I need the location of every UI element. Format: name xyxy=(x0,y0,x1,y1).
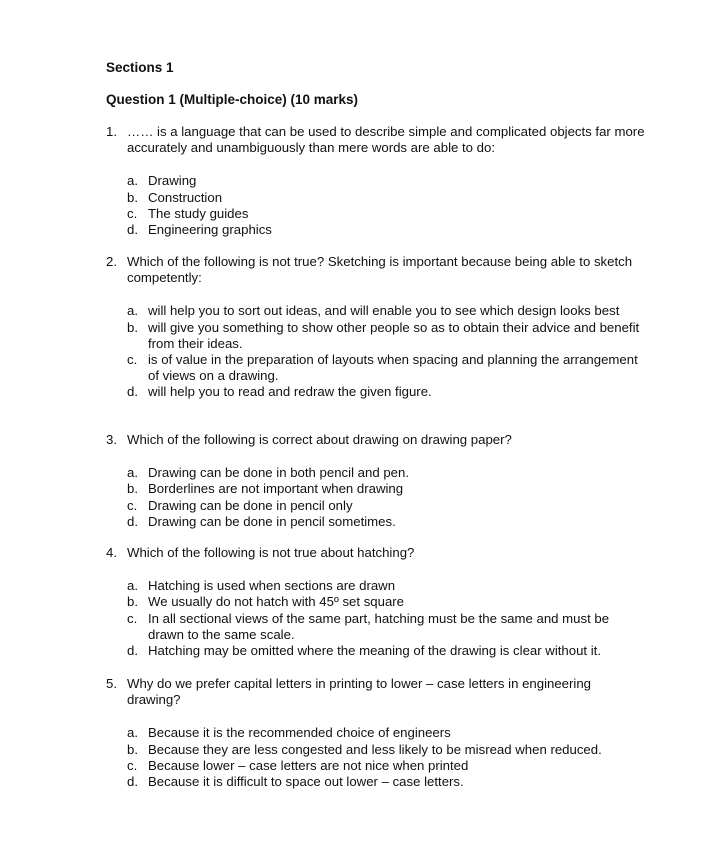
option-c xyxy=(127,758,646,774)
option-text: The study guides xyxy=(148,205,249,221)
option-text: Drawing can be done in both pencil and pen. xyxy=(148,465,410,481)
question-2 xyxy=(106,254,646,401)
question-5 xyxy=(106,676,646,790)
option-text: Because it is difficult to space out lower – case letters. xyxy=(148,774,464,790)
option-list xyxy=(106,465,646,530)
option-list xyxy=(106,725,646,790)
option-letter: a. xyxy=(127,578,138,594)
option-list xyxy=(106,303,646,400)
option-a xyxy=(127,578,646,594)
option-letter: d. xyxy=(127,222,138,238)
option-a xyxy=(127,173,646,189)
option-text: Hatching is used when sections are drawn xyxy=(148,578,396,594)
option-b xyxy=(127,742,646,758)
question-text: Which of the following is correct about drawing on drawing paper? xyxy=(127,432,512,447)
option-text: will help you to read and redraw the given figure. xyxy=(148,384,432,400)
option-list xyxy=(106,578,646,659)
option-letter: c. xyxy=(127,757,138,773)
option-c xyxy=(127,206,646,222)
option-text: Because it is the recommended choice of engineers xyxy=(148,725,451,741)
option-letter: c. xyxy=(127,610,138,626)
question-number: 2. xyxy=(106,254,117,269)
question-3 xyxy=(106,432,646,530)
option-letter: b. xyxy=(127,319,138,335)
question-number: 3. xyxy=(106,432,117,447)
option-b xyxy=(127,320,646,352)
question-text: Why do we prefer capital letters in printing to lower – case letters in engineering drawing? xyxy=(127,676,591,708)
option-d xyxy=(127,514,646,530)
option-letter: d. xyxy=(127,384,138,400)
option-d xyxy=(127,384,646,400)
question-stem xyxy=(106,432,646,448)
option-text: Hatching may be omitted where the meaning of the drawing is clear without it. xyxy=(148,643,602,659)
option-b xyxy=(127,481,646,497)
option-letter: c. xyxy=(127,352,138,368)
question-stem xyxy=(106,545,646,561)
option-d xyxy=(127,774,646,790)
question-text: …… is a language that can be used to describe simple and complicated objects far more accurately and unambiguously than mere words are able to do: xyxy=(127,124,645,156)
option-letter: d. xyxy=(127,643,138,659)
option-c xyxy=(127,611,646,643)
option-text: is of value in the preparation of layouts when spacing and planning the arrangement of views on a drawing. xyxy=(148,352,638,384)
option-letter: b. xyxy=(127,741,138,757)
question-heading: Question 1 (Multiple-choice) (10 marks) xyxy=(106,92,359,107)
option-letter: c. xyxy=(127,205,138,221)
option-text: Drawing can be done in pencil only xyxy=(148,497,353,513)
option-a xyxy=(127,725,646,741)
option-text: Because they are less congested and less likely to be misread when reduced. xyxy=(148,741,602,757)
question-stem xyxy=(106,254,646,286)
option-a xyxy=(127,465,646,481)
option-letter: b. xyxy=(127,481,138,497)
option-letter: b. xyxy=(127,189,138,205)
question-stem xyxy=(106,676,646,708)
option-d xyxy=(127,222,646,238)
question-number: 5. xyxy=(106,676,117,691)
option-text: will help you to sort out ideas, and will enable you to see which design looks best xyxy=(148,303,620,319)
question-text: Which of the following is not true about hatching? xyxy=(127,545,415,560)
option-letter: a. xyxy=(127,173,138,189)
question-stem xyxy=(106,124,646,156)
option-text: In all sectional views of the same part, hatching must be the same and must be drawn to the same scale. xyxy=(148,610,610,642)
option-c xyxy=(127,352,646,384)
section-title: Sections 1 xyxy=(106,60,174,75)
option-text: We usually do not hatch with 45º set square xyxy=(148,594,405,610)
question-number: 4. xyxy=(106,545,117,560)
option-letter: a. xyxy=(127,725,138,741)
option-text: Engineering graphics xyxy=(148,222,272,238)
option-letter: a. xyxy=(127,303,138,319)
question-number: 1. xyxy=(106,124,117,139)
option-text: will give you something to show other people so as to obtain their advice and benefit from their ideas. xyxy=(148,319,640,351)
question-4 xyxy=(106,545,646,659)
option-text: Drawing can be done in pencil sometimes. xyxy=(148,513,396,529)
option-text: Construction xyxy=(148,189,223,205)
option-a xyxy=(127,303,646,319)
question-text: Which of the following is not true? Sketching is important because being able to sketch competently: xyxy=(127,254,633,286)
option-text: Borderlines are not important when drawing xyxy=(148,481,404,497)
option-letter: c. xyxy=(127,497,138,513)
option-letter: d. xyxy=(127,774,138,790)
option-text: Drawing xyxy=(148,173,197,189)
option-b xyxy=(127,594,646,610)
option-list xyxy=(106,173,646,238)
question-1 xyxy=(106,124,646,238)
option-d xyxy=(127,643,646,659)
option-letter: b. xyxy=(127,594,138,610)
option-letter: d. xyxy=(127,513,138,529)
option-letter: a. xyxy=(127,465,138,481)
option-c xyxy=(127,498,646,514)
option-b xyxy=(127,190,646,206)
option-text: Because lower – case letters are not nice when printed xyxy=(148,757,469,773)
